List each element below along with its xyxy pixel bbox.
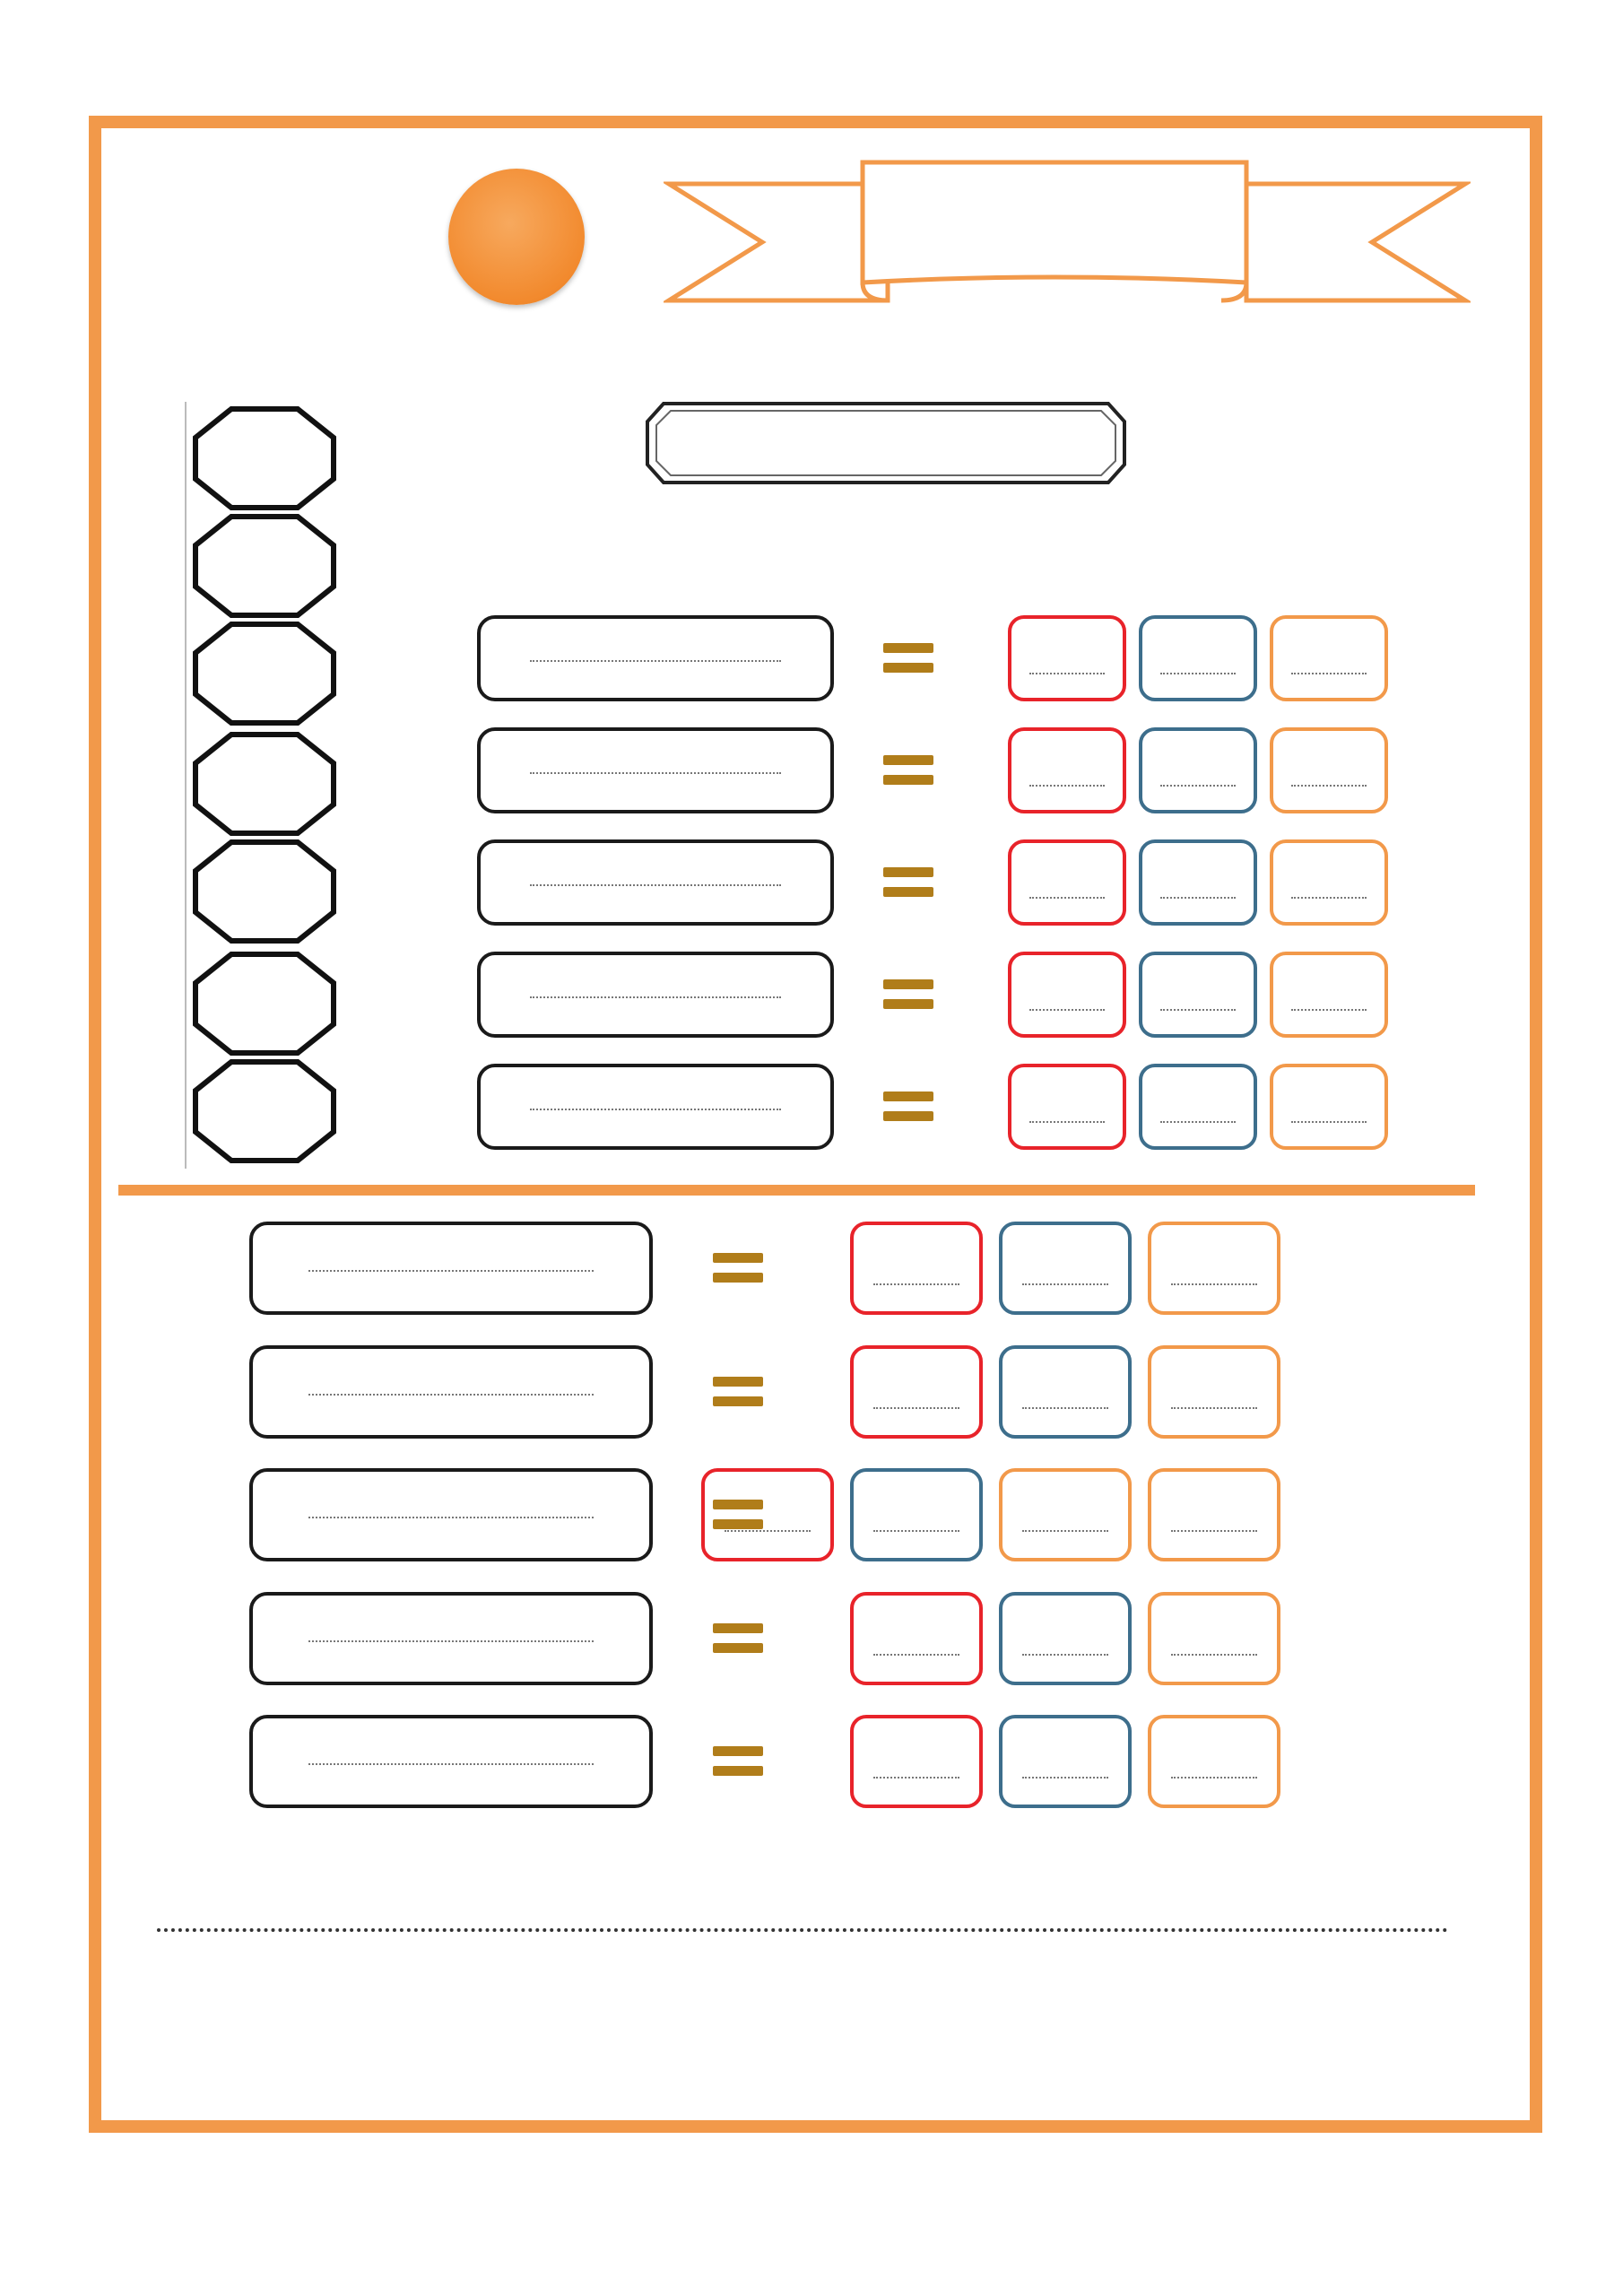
syllable-box — [1148, 1592, 1280, 1685]
equals-sign-icon — [883, 979, 933, 1010]
noon-form-text — [192, 731, 337, 837]
equals-sign-icon — [713, 1500, 763, 1530]
answer-box[interactable] — [477, 952, 834, 1038]
answer-box[interactable] — [249, 1468, 653, 1561]
answer-box[interactable] — [477, 839, 834, 926]
syllable-box — [1008, 615, 1126, 701]
syllable-box — [1148, 1345, 1280, 1439]
syllable-box — [1148, 1715, 1280, 1808]
syllable-box — [999, 1592, 1132, 1685]
noon-form-octagon — [192, 731, 337, 837]
answer-box[interactable] — [249, 1592, 653, 1685]
syllable-box — [850, 1592, 983, 1685]
notes-line[interactable] — [157, 1928, 1448, 1932]
equals-sign-icon — [883, 643, 933, 674]
answer-box[interactable] — [477, 1064, 834, 1150]
syllable-box — [999, 1468, 1132, 1561]
syllable-box — [1139, 839, 1257, 926]
equals-sign-icon — [883, 867, 933, 898]
syllable-box — [999, 1715, 1132, 1808]
noon-form-text — [192, 1058, 337, 1164]
syllable-box — [1148, 1222, 1280, 1315]
syllable-box — [999, 1345, 1132, 1439]
syllable-box — [1139, 615, 1257, 701]
syllable-box — [1008, 839, 1126, 926]
answer-box[interactable] — [249, 1222, 653, 1315]
answer-box[interactable] — [477, 615, 834, 701]
equals-sign-icon — [713, 1253, 763, 1283]
answer-box[interactable] — [477, 727, 834, 813]
noon-form-text — [192, 405, 337, 511]
syllable-box — [1008, 952, 1126, 1038]
syllable-box — [1139, 952, 1257, 1038]
syllable-box — [850, 1715, 983, 1808]
lesson-title — [644, 400, 1128, 486]
noon-form-octagon — [192, 839, 337, 944]
syllable-box — [1139, 727, 1257, 813]
equals-sign-icon — [883, 1091, 933, 1122]
noon-form-text — [192, 839, 337, 944]
syllable-box — [1148, 1468, 1280, 1561]
syllable-box — [1270, 727, 1388, 813]
answer-box[interactable] — [249, 1715, 653, 1808]
equals-sign-icon — [713, 1377, 763, 1407]
group-title — [879, 170, 1255, 242]
syllable-box — [1270, 1064, 1388, 1150]
noon-form-octagon — [192, 513, 337, 619]
noon-form-text — [192, 951, 337, 1057]
section-divider — [118, 1185, 1475, 1196]
syllable-box — [1008, 1064, 1126, 1150]
syllable-box — [1270, 839, 1388, 926]
noon-form-octagon — [192, 621, 337, 726]
orange-circle-icon — [448, 169, 585, 305]
syllable-box — [850, 1345, 983, 1439]
noon-form-text — [192, 621, 337, 726]
equals-sign-icon — [713, 1746, 763, 1777]
column-divider — [185, 402, 187, 1169]
noon-form-text — [192, 513, 337, 619]
syllable-box — [850, 1468, 983, 1561]
syllable-box — [999, 1222, 1132, 1315]
noon-form-octagon — [192, 405, 337, 511]
noon-form-octagon — [192, 951, 337, 1057]
syllable-box — [1270, 952, 1388, 1038]
syllable-box — [850, 1222, 983, 1315]
noon-form-octagon — [192, 1058, 337, 1164]
syllable-box — [1270, 615, 1388, 701]
answer-box[interactable] — [249, 1345, 653, 1439]
syllable-box — [1008, 727, 1126, 813]
equals-sign-icon — [713, 1623, 763, 1654]
equals-sign-icon — [883, 755, 933, 786]
syllable-box — [1139, 1064, 1257, 1150]
